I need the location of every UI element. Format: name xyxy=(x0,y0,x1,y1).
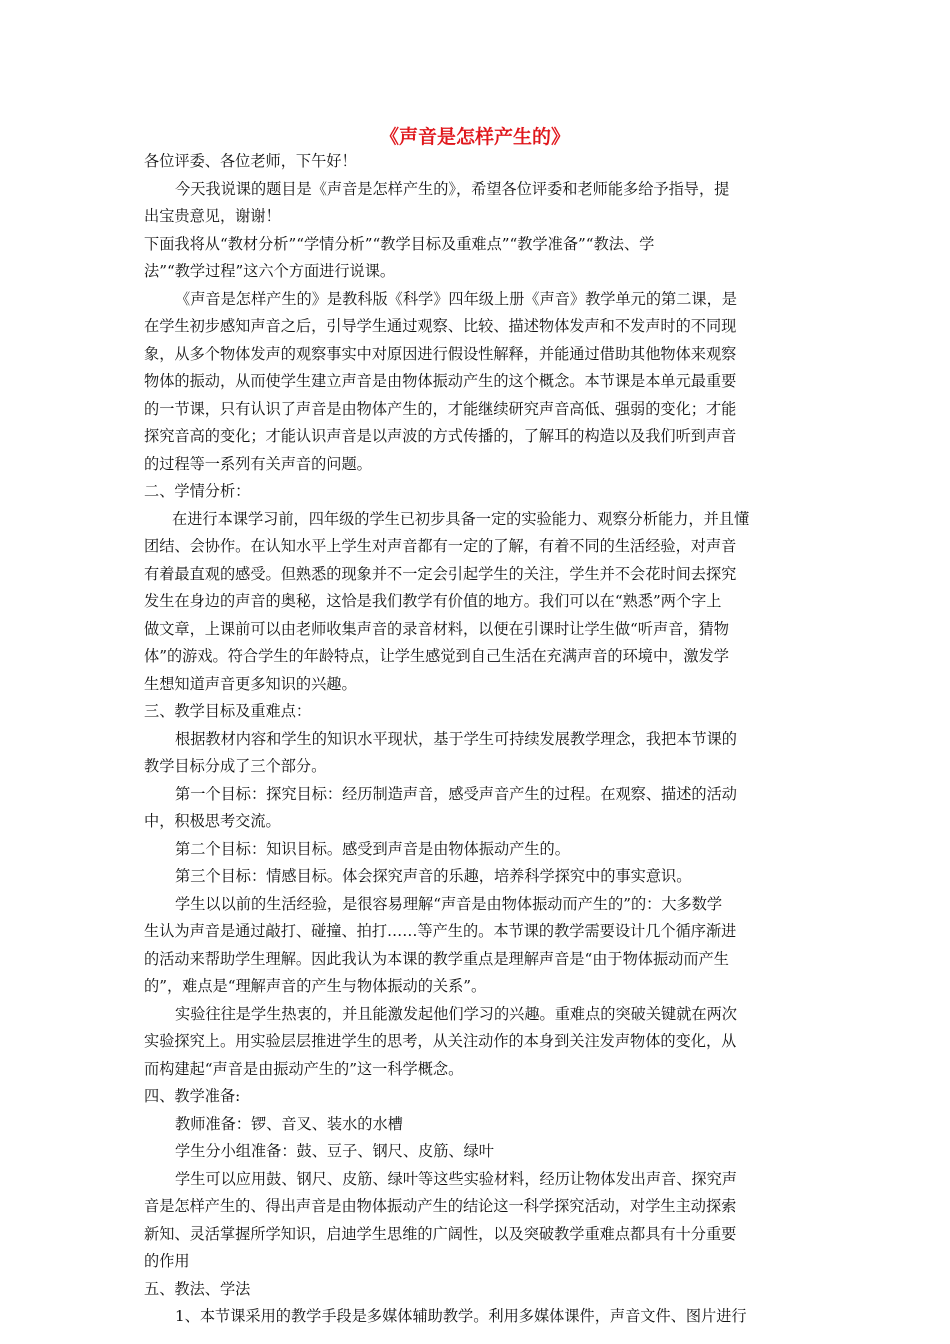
text-line: 学生以以前的生活经验，是很容易理解“声音是由物体振动而产生的”的：大多数学 xyxy=(175,894,723,913)
text-line: 各位评委、各位老师，下午好！ xyxy=(144,152,357,170)
text-line: 教学目标分成了三个部分。 xyxy=(144,757,327,775)
text-line: 的一节课，只有认识了声音是由物体产生的，才能继续研究声音高低、强弱的变化；才能 xyxy=(144,399,737,418)
text-line: 教师准备：锣、音叉、装水的水槽 xyxy=(175,1114,403,1133)
text-line: 象，从多个物体发声的观察事实中对原因进行假设性解释，并能通过借助其他物体来观察 xyxy=(144,344,737,363)
text-line: 团结、会协作。在认知水平上学生对声音都有一定的了解，有着不同的生活经验，对声音 xyxy=(144,537,737,555)
text-line: 物体的振动，从而使学生建立声音是由物体振动产生的这个概念。本节课是本单元最重要 xyxy=(144,372,737,390)
text-line: 三、教学目标及重难点： xyxy=(144,702,312,720)
text-line: 实验往往是学生热衷的，并且能激发起他们学习的兴趣。重难点的突破关键就在两次 xyxy=(175,1004,737,1023)
text-line: 二、学情分析： xyxy=(144,482,251,500)
text-line: 的活动来帮助学生理解。因此我认为本课的教学重点是理解声音是“由于物体振动而产生 xyxy=(144,949,729,968)
text-line: 的”，难点是“理解声音的产生与物体振动的关系”。 xyxy=(144,977,487,995)
text-line: 在学生初步感知声音之后，引导学生通过观察、比较、描述物体发声和不发声时的不同现 xyxy=(144,317,737,335)
text-line: 做文章，上课前可以由老师收集声音的录音材料，以便在引课时让学生做“听声音，猜物 xyxy=(144,619,729,638)
text-line: 法”“教学过程”这六个方面进行说课。 xyxy=(144,262,396,280)
text-line: 体”的游戏。符合学生的年龄特点，让学生感觉到自己生活在充满声音的环境中，激发学 xyxy=(144,647,729,665)
text-line: 的过程等一系列有关声音的问题。 xyxy=(144,454,372,473)
text-line: 第一个目标：探究目标：经历制造声音，感受声音产生的过程。在观察、描述的活动 xyxy=(175,784,737,803)
text-line: 学生可以应用鼓、钢尺、皮筋、绿叶等这些实验材料，经历让物体发出声音、探究声 xyxy=(175,1169,737,1188)
text-line: 生认为声音是通过敲打、碰撞、拍打……等产生的。本节课的教学需要设计几个循序渐进 xyxy=(144,922,737,940)
text-line: 学生分小组准备：鼓、豆子、钢尺、皮筋、绿叶 xyxy=(175,1142,494,1160)
text-line: 下面我将从“教材分析”“学情分析”“教学目标及重难点”“教学准备”“教法、学 xyxy=(144,234,655,253)
text-line: 第三个目标：情感目标。体会探究声音的乐趣，培养科学探究中的事实意识。 xyxy=(175,867,692,885)
text-line: 的作用 xyxy=(144,1252,190,1270)
text-line: 探究音高的变化；才能认识声音是以声波的方式传播的，了解耳的构造以及我们听到声音 xyxy=(144,427,737,445)
document-body xyxy=(144,148,814,1331)
text-line: 四、教学准备: xyxy=(144,1087,241,1105)
text-line: 音是怎样产生的、得出声音是由物体振动产生的结论这一科学探究活动，对学生主动探索 xyxy=(144,1197,737,1215)
text-line: 生想知道声音更多知识的兴趣。 xyxy=(144,674,357,693)
document-title: 《声音是怎样产生的》 xyxy=(379,126,570,148)
text-line: 在进行本课学习前，四年级的学生已初步具备一定的实验能力、观察分析能力，并且懂 xyxy=(172,509,750,528)
text-line: 1、本节课采用的教学手段是多媒体辅助教学。利用多媒体课件，声音文件、图片进行 xyxy=(175,1307,747,1325)
text-line: 《声音是怎样产生的》是教科版《科学》四年级上册《声音》教学单元的第二课，是 xyxy=(175,289,737,308)
text-line: 实验探究上。用实验层层推进学生的思考，从关注动作的本身到关注发声物体的变化，从 xyxy=(144,1032,737,1050)
text-line: 根据教材内容和学生的知识水平现状，基于学生可持续发展教学理念，我把本节课的 xyxy=(175,729,737,748)
text-line: 五、教法、学法 xyxy=(144,1279,251,1298)
text-line: 今天我说课的题目是《声音是怎样产生的》，希望各位评委和老师能多给予指导，提 xyxy=(175,179,730,198)
text-line: 有着最直观的感受。但熟悉的现象并不一定会引起学生的关注，学生并不会花时间去探究 xyxy=(144,564,737,583)
text-line: 中，积极思考交流。 xyxy=(144,812,281,830)
text-line: 发生在身边的声音的奥秘，这恰是我们教学有价值的地方。我们可以在“熟悉”两个字上 xyxy=(144,592,722,610)
text-line: 新知、灵活掌握所学知识，启迪学生思维的广阔性，以及突破教学重难点都具有十分重要 xyxy=(144,1224,737,1243)
text-line: 而构建起“声音是由振动产生的”这一科学概念。 xyxy=(144,1059,464,1078)
text-line: 出宝贵意见，谢谢！ xyxy=(144,207,281,225)
text-line: 第二个目标：知识目标。感受到声音是由物体振动产生的。 xyxy=(175,839,570,858)
